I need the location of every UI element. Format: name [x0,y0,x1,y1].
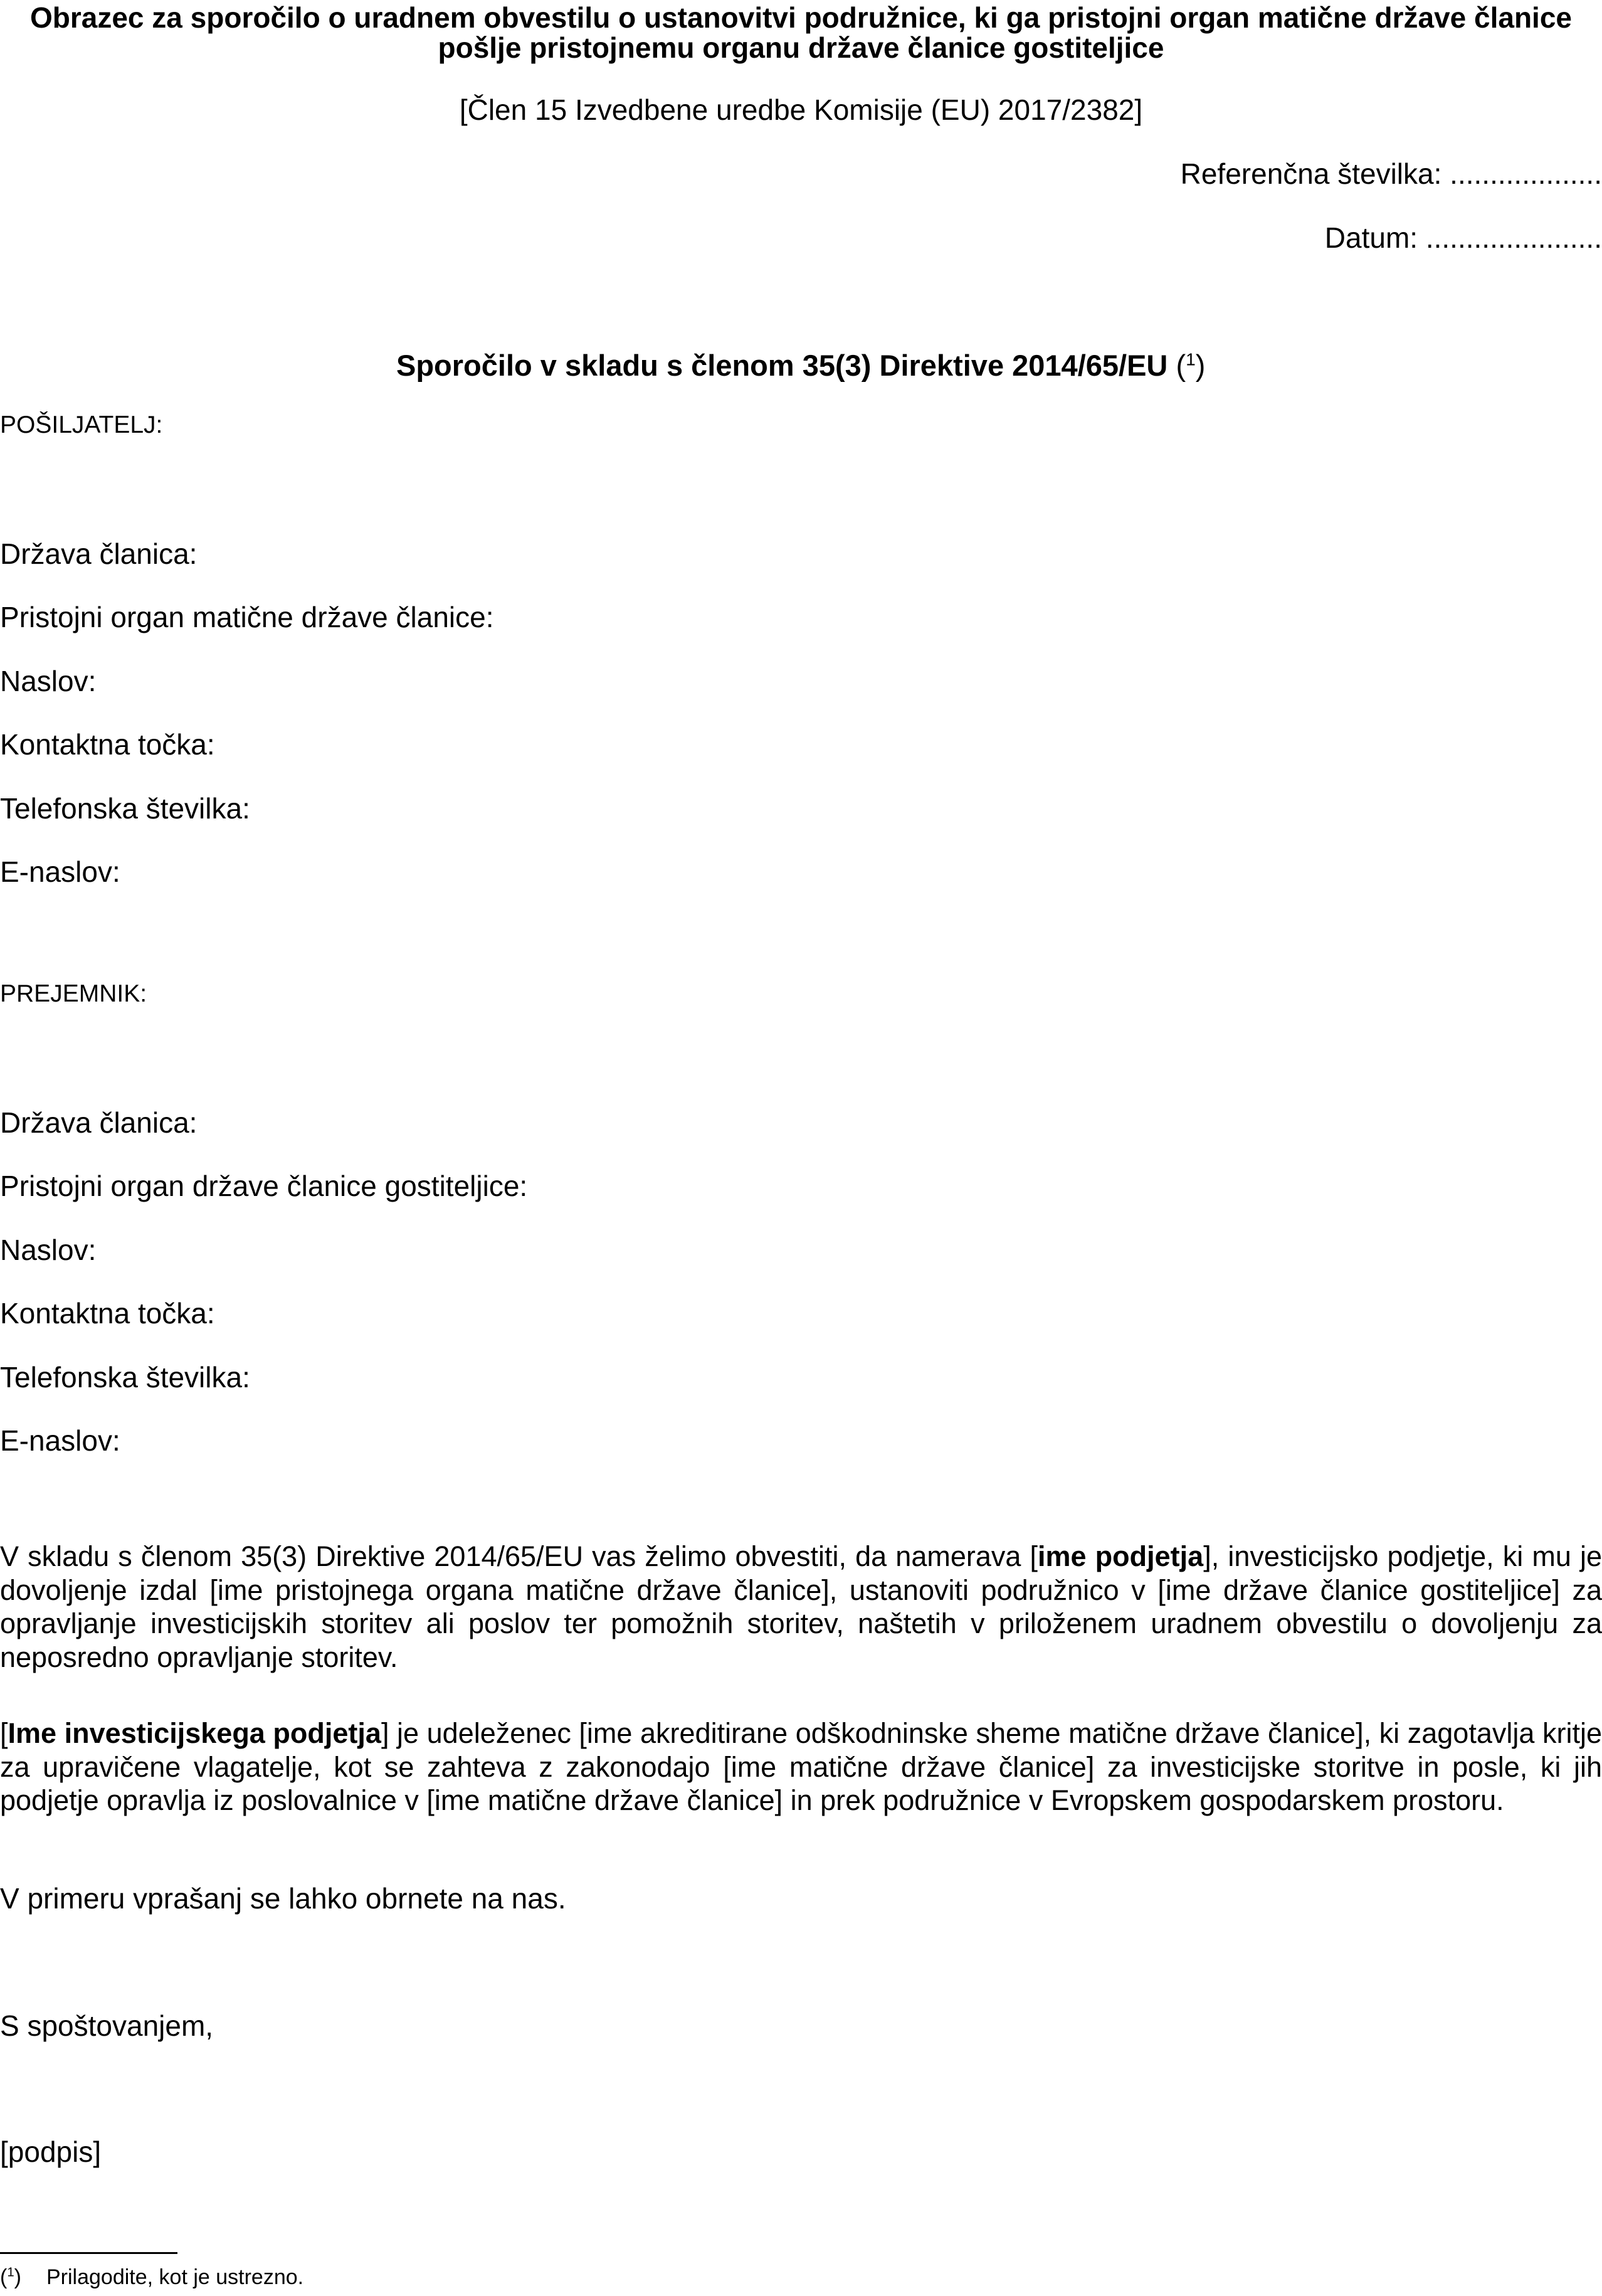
paragraph-2-firm-name: Ime investicijskega podjetja [8,1717,381,1749]
recipient-field-address: Naslov: [0,1234,97,1266]
heading-footnote-ref[interactable] [1176,349,1205,382]
sender-field-email: E-naslov: [0,855,120,888]
sender-field-address: Naslov: [0,665,97,697]
document-title-line2: pošlje pristojnemu organu države članice gostiteljice [438,31,1164,64]
sender-field-member-state: Država članica: [0,537,198,570]
document-subtitle: [Člen 15 Izvedbene uredbe Komisije (EU) 2017/2382] [459,93,1143,126]
footnote-close-paren: ) [1195,349,1206,382]
footnote-marker-open: ( [0,2265,8,2289]
message-heading [396,348,1205,383]
footnote-separator [0,2252,177,2254]
recipient-field-phone: Telefonska številka: [0,1361,250,1394]
footnote-marker-close: ) [14,2265,21,2289]
body-paragraph-2 [0,1717,1602,1817]
paragraph-1-text-start: V skladu s členom 35(3) Direktive 2014/65/EU vas želimo obvestiti, da namerava [ [0,1540,1038,1572]
body-paragraph-3: V primeru vprašanj se lahko obrnete na nas. [0,1882,566,1915]
document-title-line1: Obrazec za sporočilo o uradnem obvestilu o ustanovitvi podružnice, ki ga pristojni organ matične države članice [29,1,1573,34]
closing-salutation: S spoštovanjem, [0,2009,214,2042]
sender-label: POŠILJATELJ: [0,411,163,438]
message-heading-text: Sporočilo v skladu s členom 35(3) Direktive 2014/65/EU [396,349,1168,382]
footnote-marker [0,2265,21,2289]
footnote [0,2265,303,2290]
footnote-marker-number: 1 [7,2265,14,2280]
footnote-number: 1 [1186,349,1196,369]
sender-field-authority: Pristojni organ matične države članice: [0,601,494,633]
recipient-field-email: E-naslov: [0,1424,120,1457]
paragraph-2-text-start: [ [0,1717,8,1749]
footnote-open-paren: ( [1176,349,1186,382]
date-line: Datum: ...................... [1324,221,1602,254]
paragraph-2-text-end: ] je udeleženec [ime akreditirane odškodninske sheme matične države članice], ki zagotavlja kritje za upravičene vlagatelje, kot se zahteva z zakonodajo [ime matične države članice] za investicijske storitve in posle, ki jih podjetje opravlja iz poslovalnice v [ime matične države članice] in prek podružnice v Evropskem gospodarskem prostoru. [0,1717,1602,1817]
body-paragraph-1 [0,1540,1602,1674]
sender-field-contact: Kontaktna točka: [0,728,215,761]
sender-field-phone: Telefonska številka: [0,792,250,825]
reference-number: Referenčna številka: ................... [1180,157,1602,190]
footnote-text: Prilagodite, kot je ustrezno. [46,2265,304,2289]
recipient-field-authority: Pristojni organ države članice gostiteljice: [0,1170,528,1202]
recipient-field-member-state: Država članica: [0,1106,198,1139]
recipient-label: PREJEMNIK: [0,980,147,1007]
paragraph-1-text-end: ], investicijsko podjetje, ki mu je dovoljenje izdal [ime pristojnega organa matične države članice], ustanoviti podružnico v [ime države članice gostiteljice] za opravljanje investicijskih storitev ali poslov ter pomožnih storitev, naštetih v priloženem uradnem obvestilu o dovoljenju za neposredno opravljanje storitev. [0,1540,1602,1673]
paragraph-1-company-name: ime podjetja [1038,1540,1204,1572]
signature-placeholder: [podpis] [0,2135,102,2168]
recipient-field-contact: Kontaktna točka: [0,1297,215,1330]
